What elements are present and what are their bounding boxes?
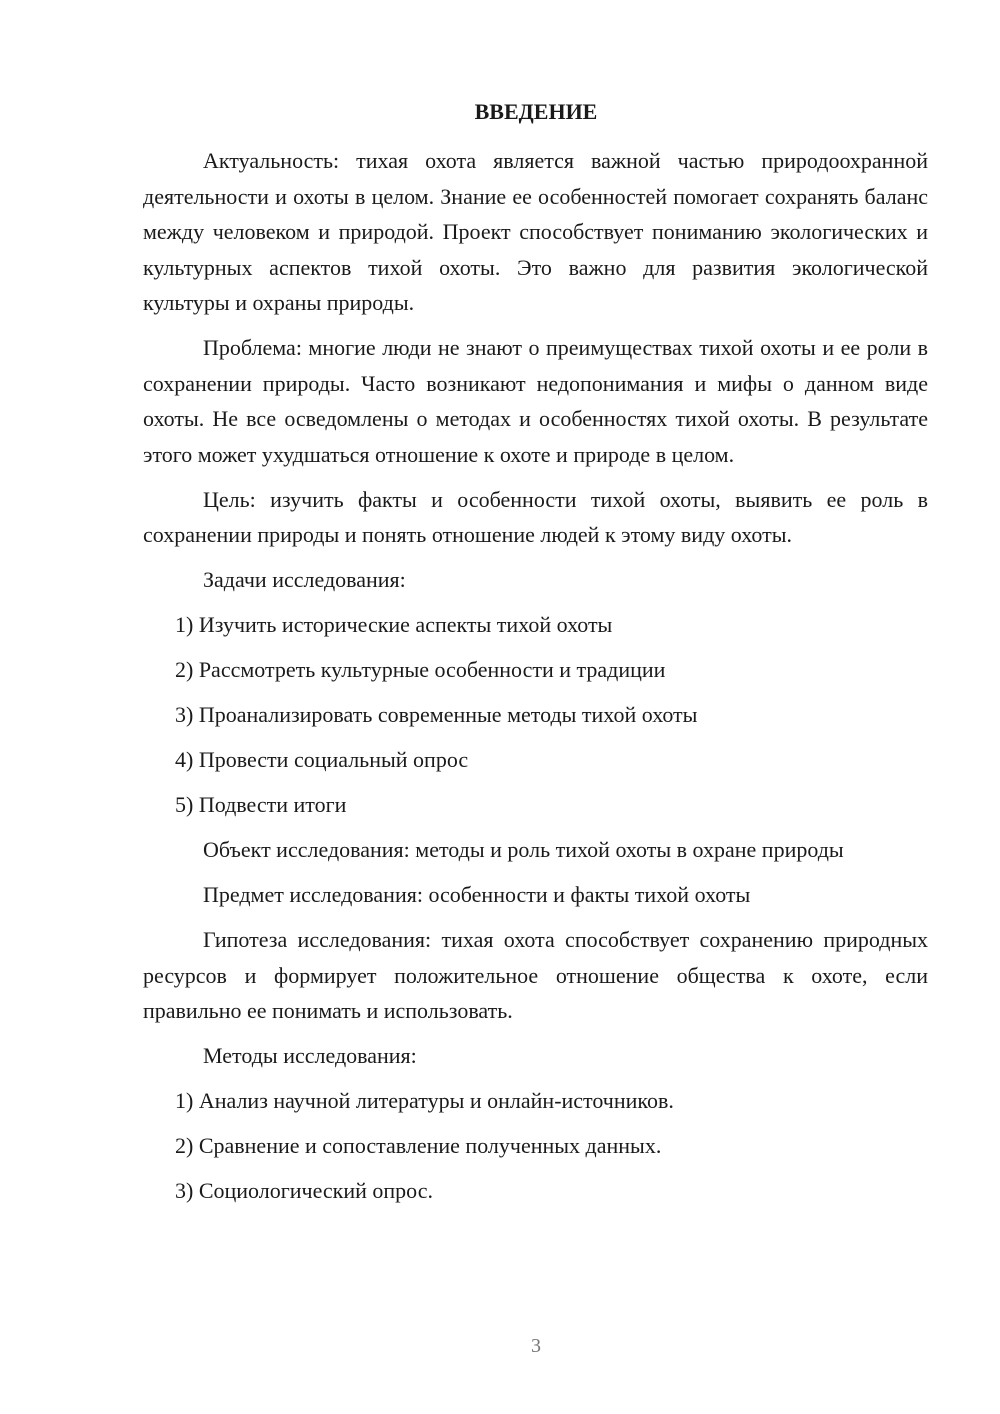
- task-item: 3) Проанализировать современные методы тихой охоты: [175, 702, 698, 727]
- tasks-list: [143, 607, 928, 823]
- page-number: 3: [531, 1335, 541, 1357]
- task-item: 5) Подвести итоги: [175, 792, 347, 817]
- document-body: [143, 143, 928, 1218]
- method-item: 1) Анализ научной литературы и онлайн-источников.: [175, 1088, 674, 1113]
- task-item: 4) Провести социальный опрос: [175, 747, 469, 772]
- hypothesis-paragraph: Гипотеза исследования: тихая охота способствует сохранению природных ресурсов и формирует положительное отношение общества к охоте, если правильно ее понимать и использовать.: [143, 927, 928, 1023]
- methods-list: [143, 1083, 928, 1209]
- task-item: 1) Изучить исторические аспекты тихой охоты: [175, 612, 613, 637]
- problem-paragraph: Проблема: многие люди не знают о преимуществах тихой охоты и ее роли в сохранении природы. Часто возникают недопонимания и мифы о данном виде охоты. Не все осведомлены о методах и особенностях тихой охоты. В результате этого может ухудшаться отношение к охоте и природе в целом.: [143, 335, 928, 467]
- method-item: 2) Сравнение и сопоставление полученных данных.: [175, 1133, 662, 1158]
- tasks-heading: Задачи исследования:: [203, 567, 406, 592]
- task-item: 2) Рассмотреть культурные особенности и традиции: [175, 657, 666, 682]
- page-title: ВВЕДЕНИЕ: [474, 99, 598, 124]
- methods-heading: Методы исследования:: [203, 1043, 417, 1068]
- subject-paragraph: Предмет исследования: особенности и факты тихой охоты: [203, 882, 751, 907]
- relevance-paragraph: Актуальность: тихая охота является важной частью природоохранной деятельности и охоты в целом. Знание ее особенностей помогает сохранять баланс между человеком и природой. Проект способствует пониманию экологических и культурных аспектов тихой охоты. Это важно для развития экологической культуры и охраны природы.: [143, 148, 928, 315]
- goal-paragraph: Цель: изучить факты и особенности тихой охоты, выявить ее роль в сохранении природы и понять отношение людей к этому виду охоты.: [143, 486, 928, 547]
- method-item: 3) Социологический опрос.: [175, 1178, 433, 1203]
- object-paragraph: Объект исследования: методы и роль тихой охоты в охране природы: [203, 837, 844, 862]
